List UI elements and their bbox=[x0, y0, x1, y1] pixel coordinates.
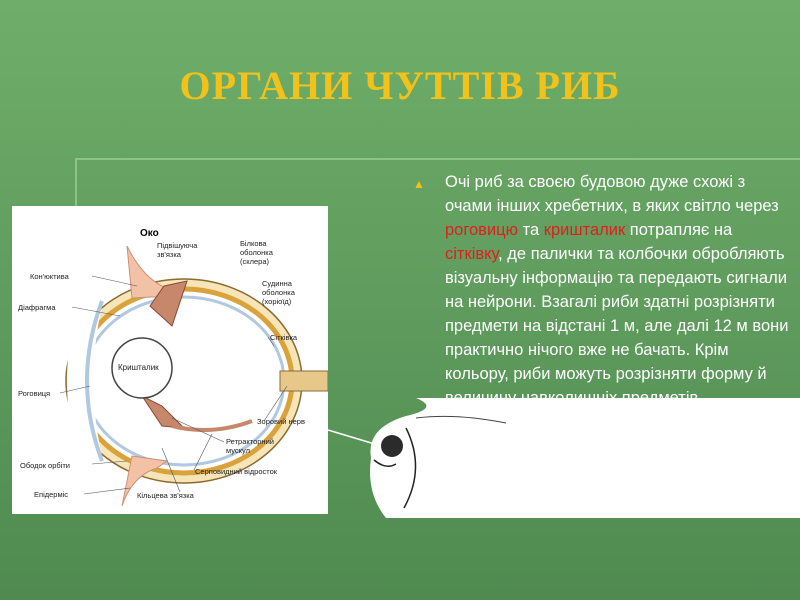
text-part-3: потрапляє на bbox=[625, 221, 733, 239]
label-annular: Кільцева зв'язка bbox=[137, 491, 194, 500]
page-title: ОРГАНИ ЧУТТІВ РИБ bbox=[179, 63, 621, 108]
term-lens: кришталик bbox=[543, 221, 626, 239]
text-part-4: , де палички та колбочки обробляють візуальну інформацію та передають сигнали на нейрони. Взагалі риби здатні розрізняти предмети на відстані 1 м, але далі 12 м вони практично нічого вже не бачать. Крім кольору, риби можуть розрізняти форму й bbox=[445, 245, 789, 383]
label-retina: Сітківка bbox=[270, 333, 298, 342]
label-orbit-rim: Ободок орбіти bbox=[20, 461, 70, 470]
label-sclera: Білкова оболонка (склера) bbox=[240, 239, 273, 266]
label-conjunctiva: Кон'юктива bbox=[30, 272, 69, 281]
label-falciform: Серповидний відросток bbox=[195, 467, 278, 476]
eye-diagram bbox=[12, 206, 328, 514]
label-optic-nerve: Зоровий нерв bbox=[257, 417, 305, 426]
label-cornea: Роговиця bbox=[18, 389, 51, 398]
text-part-1: Очі риб за своєю будовою дуже схожі з очами інших хребетних, в яких світло через bbox=[445, 173, 779, 215]
description-text bbox=[415, 170, 790, 410]
label-lens: Кришталик bbox=[118, 363, 159, 372]
bullet-icon: ▲ bbox=[413, 177, 425, 191]
text-part-2: та bbox=[518, 221, 544, 239]
label-epidermis: Епідерміс bbox=[34, 490, 69, 499]
title-divider bbox=[75, 158, 800, 160]
label-choroid: Судинна оболонка (хоріоїд) bbox=[262, 279, 295, 306]
diagram-heading: Око bbox=[140, 228, 159, 239]
left-divider bbox=[75, 158, 77, 206]
label-suspensory: Підвішуюча зв'язка bbox=[157, 241, 198, 259]
label-diaphragm: Діафрагма bbox=[18, 303, 56, 312]
fish-head-illustration bbox=[326, 398, 800, 518]
term-retina: сітківку bbox=[445, 245, 499, 263]
eye-anatomy-illustration bbox=[12, 206, 328, 514]
term-cornea: роговицю bbox=[445, 221, 518, 239]
label-retractor: Ретракторний мускул bbox=[226, 437, 274, 455]
